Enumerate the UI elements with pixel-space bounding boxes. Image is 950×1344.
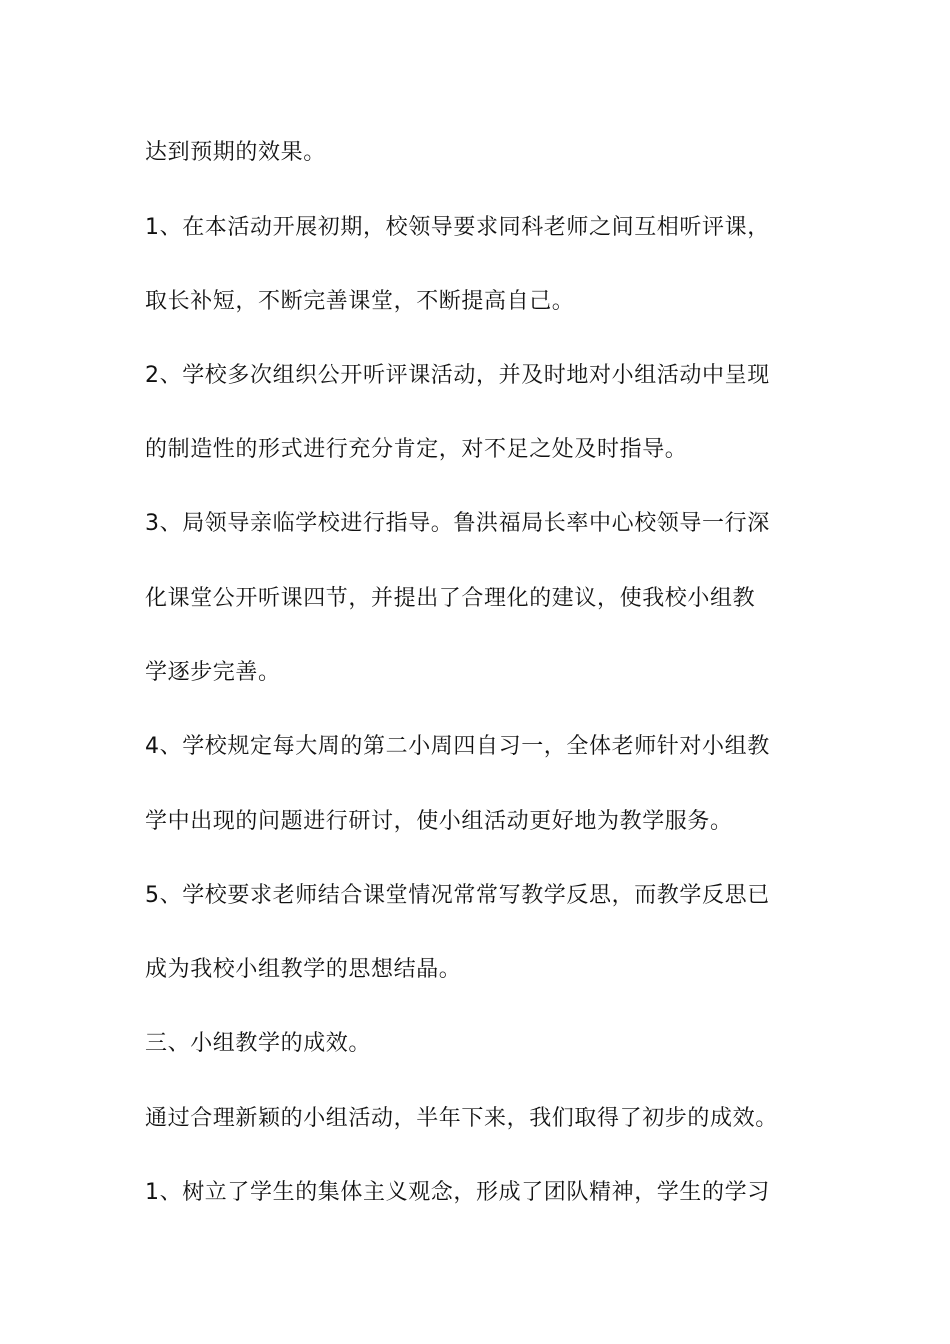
text-line-1: 达到预期的效果。 (145, 140, 326, 165)
text-line-3: 取长补短，不断完善课堂，不断提高自己。 (145, 289, 575, 314)
text-line-6: 3、局领导亲临学校进行指导。鲁洪福局长率中心校领导一行深 (145, 511, 770, 536)
text-line-5: 的制造性的形式进行充分肯定，对不足之处及时指导。 (145, 437, 688, 462)
text-line-4: 2、学校多次组织公开听评课活动，并及时地对小组活动中呈现 (145, 363, 770, 388)
text-line-2: 1、在本活动开展初期，校领导要求同科老师之间互相听评课， (145, 215, 770, 240)
text-line-8: 学逐步完善。 (145, 660, 281, 685)
section-heading: 三、小组教学的成效。 (145, 1031, 372, 1056)
text-line-9: 4、学校规定每大周的第二小周四自习一，全体老师针对小组教 (145, 734, 770, 759)
text-line-14: 通过合理新颖的小组活动，半年下来，我们取得了初步的成效。 (145, 1106, 778, 1131)
text-line-7: 化课堂公开听课四节，并提出了合理化的建议，使我校小组教 (145, 586, 756, 611)
text-line-12: 成为我校小组教学的思想结晶。 (145, 957, 462, 982)
text-line-15: 1、树立了学生的集体主义观念，形成了团队精神，学生的学习 (145, 1180, 770, 1205)
text-line-11: 5、学校要求老师结合课堂情况常常写教学反思，而教学反思已 (145, 883, 770, 908)
text-line-10: 学中出现的问题进行研讨，使小组活动更好地为教学服务。 (145, 809, 733, 834)
